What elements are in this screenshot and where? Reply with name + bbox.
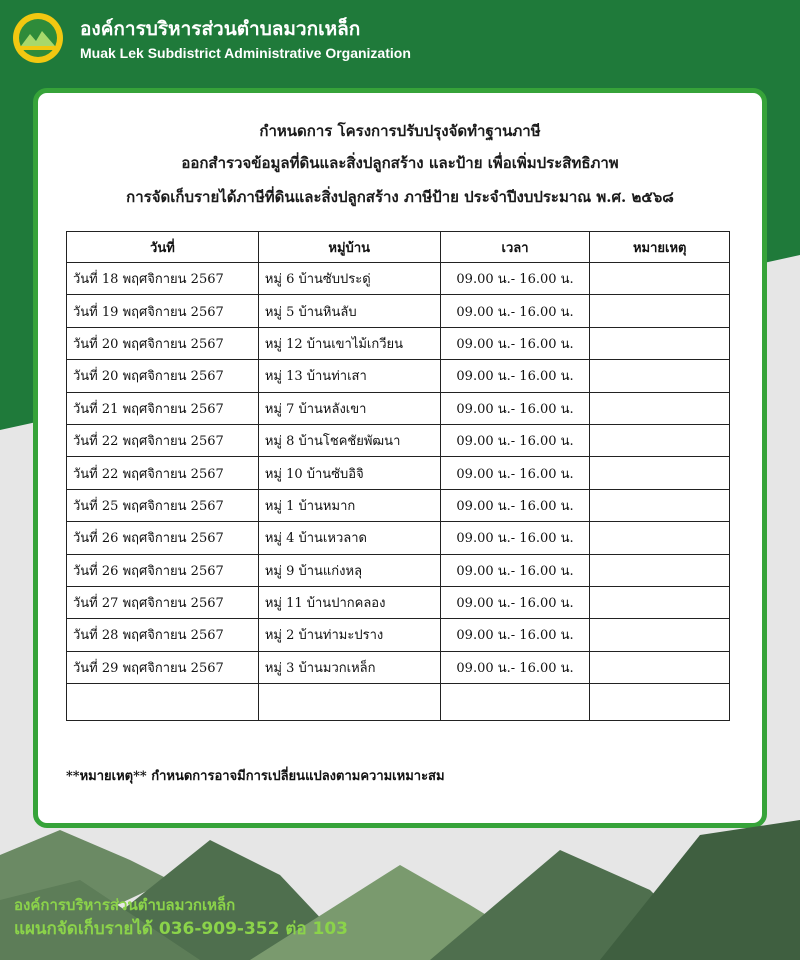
cell-note [590,392,730,424]
cell-time: 09.00 น.- 16.00 น. [440,327,590,359]
cell-village: หมู่ 12 บ้านเขาไม้เกวียน [258,327,440,359]
cell-date: วันที่ 21 พฤศจิกายน 2567 [67,392,259,424]
column-header-time: เวลา [440,232,590,263]
column-header-date: วันที่ [67,232,259,263]
table-row [67,457,730,489]
cell-time: 09.00 น.- 16.00 น. [440,586,590,618]
cell-time: 09.00 น.- 16.00 น. [440,457,590,489]
table-row [67,554,730,586]
cell-village: หมู่ 13 บ้านท่าเสา [258,360,440,392]
cell-time: 09.00 น.- 16.00 น. [440,522,590,554]
cell-date: วันที่ 20 พฤศจิกายน 2567 [67,327,259,359]
cell-time: 09.00 น.- 16.00 น. [440,392,590,424]
cell-time: 09.00 น.- 16.00 น. [440,489,590,521]
footer-org-name: องค์การบริหารส่วนตำบลมวกเหล็ก [14,896,236,914]
cell-note [590,263,730,295]
site-header [0,0,800,80]
cell-note [590,489,730,521]
table-row [67,295,730,327]
table-header-row [67,232,730,263]
table-row [67,651,730,683]
cell-note [590,586,730,618]
cell-note [590,360,730,392]
cell-note [590,619,730,651]
cell-note [590,457,730,489]
cell-date: วันที่ 22 พฤศจิกายน 2567 [67,457,259,489]
table-row [67,263,730,295]
cell-time: 09.00 น.- 16.00 น. [440,554,590,586]
cell-date: วันที่ 29 พฤศจิกายน 2567 [67,651,259,683]
cell-time: 09.00 น.- 16.00 น. [440,619,590,651]
cell-date: วันที่ 28 พฤศจิกายน 2567 [67,619,259,651]
cell-note [590,522,730,554]
cell-empty [67,684,259,721]
cell-village: หมู่ 8 บ้านโชคชัยพัฒนา [258,424,440,456]
cell-empty [440,684,590,721]
cell-village: หมู่ 5 บ้านหินลับ [258,295,440,327]
table-row [67,327,730,359]
column-header-note: หมายเหตุ [590,232,730,263]
table-row [67,489,730,521]
document-title-line2: ออกสำรวจข้อมูลที่ดินและสิ่งปลูกสร้าง และป้าย เพื่อเพิ่มประสิทธิภาพ [181,154,619,172]
cell-village: หมู่ 2 บ้านท่ามะปราง [258,619,440,651]
cell-village: หมู่ 3 บ้านมวกเหล็ก [258,651,440,683]
cell-date: วันที่ 25 พฤศจิกายน 2567 [67,489,259,521]
cell-empty [258,684,440,721]
cell-time: 09.00 น.- 16.00 น. [440,651,590,683]
document-title-line3: การจัดเก็บรายได้ภาษีที่ดินและสิ่งปลูกสร้าง ภาษีป้าย ประจำปีงบประมาณ พ.ศ. ๒๕๖๘ [126,188,674,206]
cell-empty [590,684,730,721]
cell-date: วันที่ 22 พฤศจิกายน 2567 [67,424,259,456]
cell-note [590,327,730,359]
cell-time: 09.00 น.- 16.00 น. [440,263,590,295]
cell-date: วันที่ 26 พฤศจิกายน 2567 [67,554,259,586]
cell-date: วันที่ 19 พฤศจิกายน 2567 [67,295,259,327]
cell-date: วันที่ 18 พฤศจิกายน 2567 [67,263,259,295]
cell-note [590,295,730,327]
cell-village: หมู่ 10 บ้านซับอิจิ [258,457,440,489]
table-row [67,392,730,424]
cell-date: วันที่ 20 พฤศจิกายน 2567 [67,360,259,392]
cell-village: หมู่ 6 บ้านซับประดู่ [258,263,440,295]
cell-village: หมู่ 1 บ้านหมาก [258,489,440,521]
document-title-line1: กำหนดการ โครงการปรับปรุงจัดทำฐานภาษี [259,122,541,140]
schedule-table [66,231,730,721]
org-name-thai: องค์การบริหารส่วนตำบลมวกเหล็ก [80,18,361,40]
organization-logo-icon [12,12,64,64]
cell-time: 09.00 น.- 16.00 น. [440,424,590,456]
cell-village: หมู่ 11 บ้านปากคลอง [258,586,440,618]
table-row [67,424,730,456]
table-row [67,619,730,651]
cell-time: 09.00 น.- 16.00 น. [440,360,590,392]
footer-contact-phone: แผนกจัดเก็บรายได้ 036-909-352 ต่อ 103 [14,919,349,939]
org-name-english: Muak Lek Subdistrict Administrative Organization [80,45,411,61]
table-row-empty [67,684,730,721]
cell-time: 09.00 น.- 16.00 น. [440,295,590,327]
table-row [67,522,730,554]
cell-note [590,554,730,586]
cell-village: หมู่ 4 บ้านเหวลาด [258,522,440,554]
cell-village: หมู่ 9 บ้านแก่งหลุ [258,554,440,586]
document-card [33,88,767,828]
document-footnote: **หมายเหตุ** กำหนดการอาจมีการเปลี่ยนแปลงตามความเหมาะสม [66,769,445,784]
cell-date: วันที่ 27 พฤศจิกายน 2567 [67,586,259,618]
cell-note [590,651,730,683]
table-row [67,586,730,618]
cell-date: วันที่ 26 พฤศจิกายน 2567 [67,522,259,554]
table-row [67,360,730,392]
cell-village: หมู่ 7 บ้านหลังเขา [258,392,440,424]
column-header-village: หมู่บ้าน [258,232,440,263]
cell-note [590,424,730,456]
